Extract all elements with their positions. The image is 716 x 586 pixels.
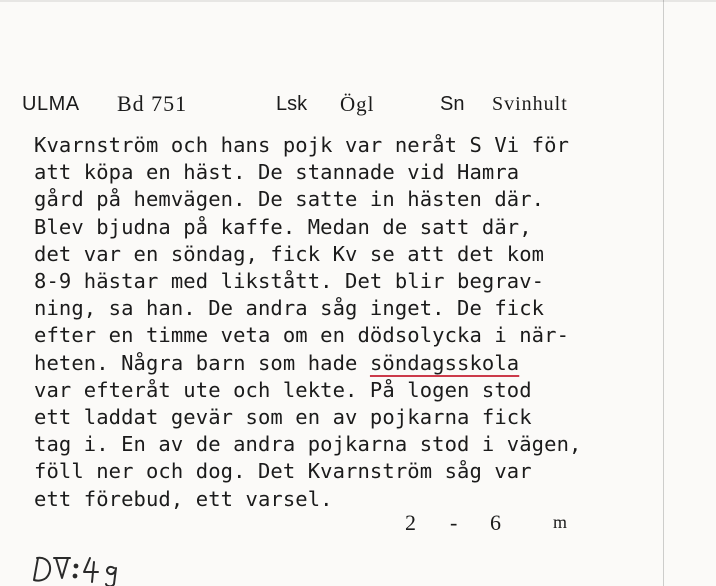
text-line: Blev bjudna på kaffe. Medan de satt där, (34, 214, 532, 239)
landskap-label: Lsk (276, 93, 308, 115)
record-number: Bd 751 (117, 91, 188, 116)
text-line: ning, sa han. De andra såg inget. De fick (34, 296, 545, 321)
text-line: Kvarnström och hans pojk var neråt S Vi för (34, 133, 570, 157)
text-line: tag i. En av de andra pojkarna stod i vägen, (34, 432, 582, 457)
handwritten-signum (28, 550, 138, 586)
text-line-start: heten. Några barn som hade (34, 350, 370, 375)
card-top-edge (0, 0, 716, 2)
text-line: ett förebud, ett varsel. (34, 486, 333, 511)
text-line: var efteråt ute och lekte. På logen stod (34, 377, 532, 402)
text-line: det var en söndag, fick Kv se att det kom (34, 241, 545, 266)
card-right-edge (663, 0, 664, 586)
text-line: gård på hemvägen. De satte in hästen där. (34, 187, 545, 212)
archive-code: ULMA (22, 93, 80, 115)
socken-label: Sn (440, 93, 465, 115)
text-line: att köpa en häst. De stannade vid Hamra (34, 160, 520, 185)
text-line-with-underline (34, 350, 654, 377)
text-line: ett laddat gevär som en av pojkarna fick (34, 405, 532, 430)
text-line: 8-9 hästar med likstått. Det blir begrav- (34, 269, 545, 294)
socken-value: Svinhult (492, 93, 568, 115)
text-line: föll ner och dog. Det Kvarnström såg var (34, 459, 532, 484)
page-part-1: 2 (405, 510, 417, 535)
landskap-value: Ögl (340, 92, 375, 116)
text-line: efter en timme veta om en dödsolycka i när- (34, 323, 570, 348)
underlined-word: söndagsskola (369, 350, 520, 375)
page-suffix: m (553, 512, 569, 532)
story-text (34, 132, 654, 513)
page-part-2: 6 (490, 510, 502, 535)
page-dash: - (450, 510, 459, 535)
